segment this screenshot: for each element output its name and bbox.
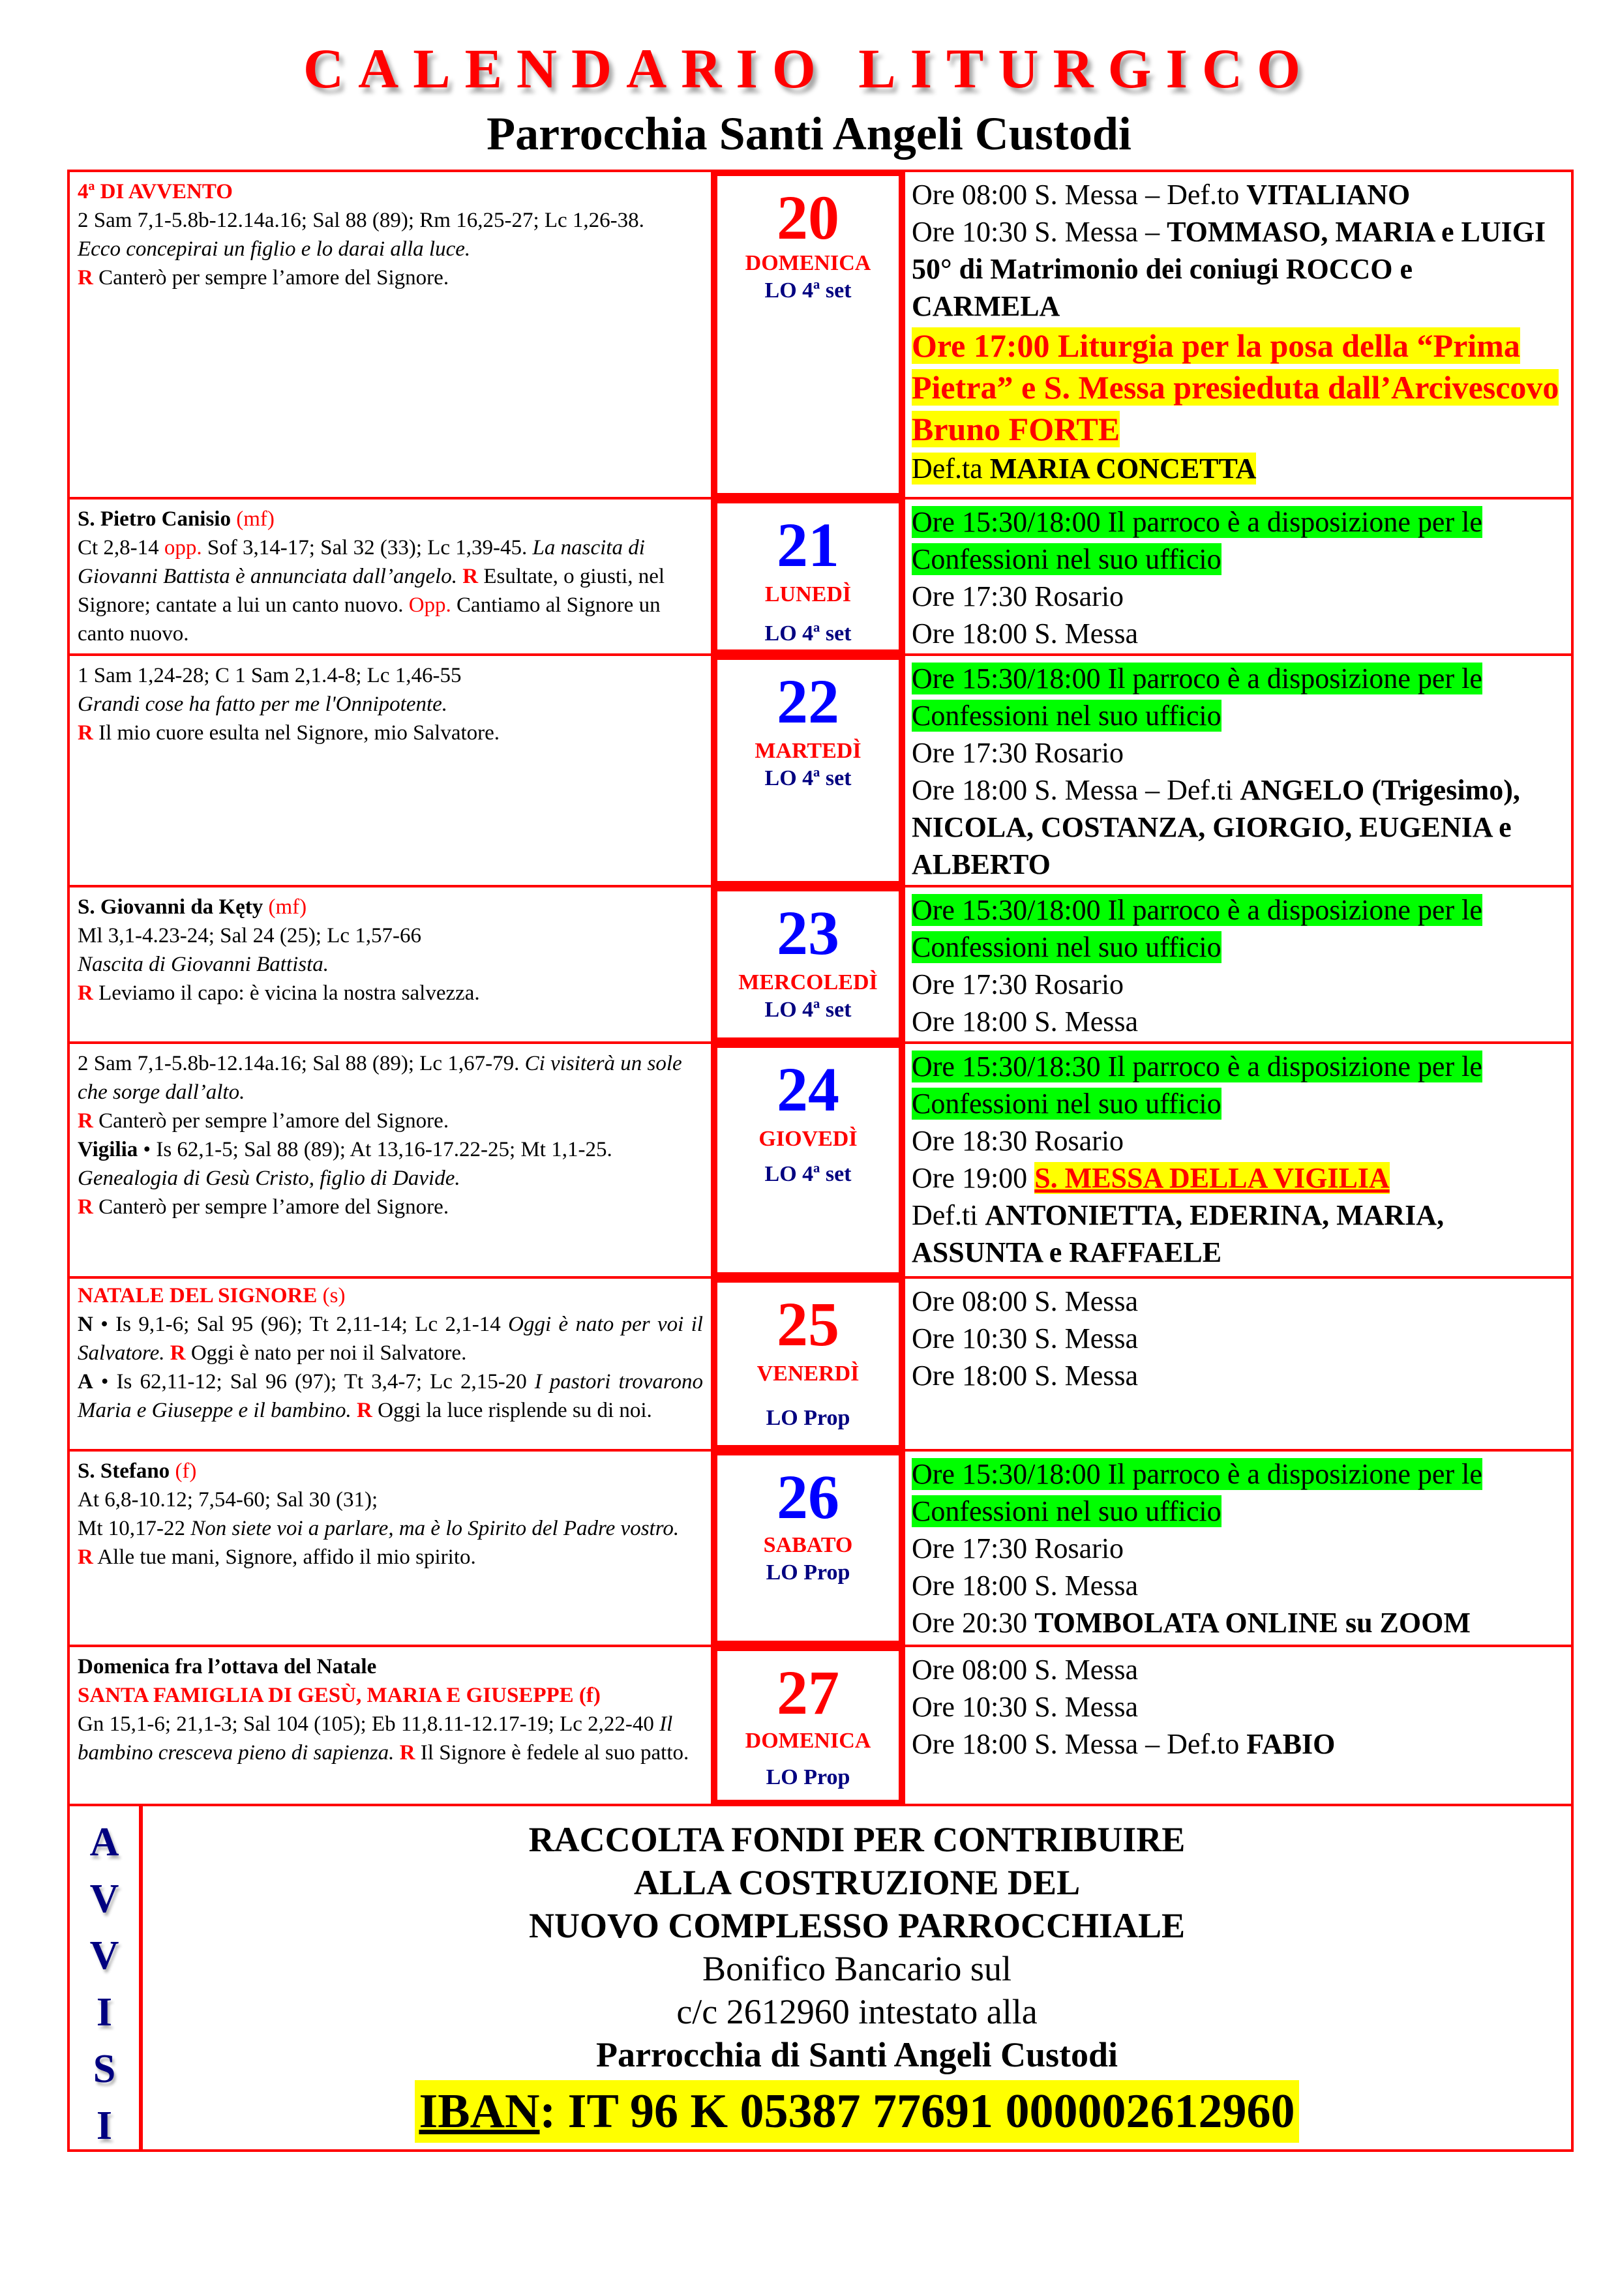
schedule-cell: [905, 1452, 1571, 1645]
confessions-entry: Ore 15:30/18:00 Il parroco è a disposizione per le Confessioni nel suo ufficio: [912, 1458, 1482, 1527]
readings-cell: [70, 1044, 711, 1276]
schedule-entry: Ore 18:30 Rosario: [912, 1125, 1124, 1157]
liturgy-hours-week: LO 4ª set: [764, 621, 852, 646]
weekday: MERCOLEDÌ: [738, 970, 878, 994]
confessions-entry: Ore 15:30/18:00 Il parroco è a disposizione per le Confessioni nel suo ufficio: [912, 663, 1482, 732]
intention-names: ANTONIETTA, EDERINA, MARIA, ASSUNTA e RAFFAELE: [912, 1199, 1445, 1268]
schedule-cell: [905, 499, 1571, 653]
liturgical-calendar-table: [67, 170, 1574, 2152]
label-letter: V: [89, 1877, 119, 1921]
date-cell: [711, 497, 905, 656]
day-row-24: [70, 1044, 1571, 1279]
account-holder: Parrocchia di Santi Angeli Custodi: [595, 2035, 1118, 2074]
alternative-marker: Opp.: [408, 593, 451, 617]
schedule-cell: [905, 887, 1571, 1041]
readings-cell: [70, 656, 711, 885]
iban-label: IBAN: [419, 2085, 540, 2138]
readings-refs: Ct 2,8-14: [78, 536, 164, 559]
readings-refs: • Is 9,1-6; Sal 95 (96); Tt 2,11-14; Lc 2,1-14: [93, 1313, 509, 1336]
readings-cell: [70, 172, 711, 497]
response-text: Canterò per sempre l’amore del Signore.: [93, 1195, 449, 1219]
vigil-mass-highlight: S. MESSA DELLA VIGILIA: [1034, 1162, 1390, 1194]
label-letter: A: [89, 1820, 119, 1864]
response-text: Canterò per sempre l’amore del Signore.: [93, 266, 449, 290]
iban-value: : IT 96 K 05387 77691 000002612960: [539, 2085, 1295, 2138]
sunday-label: Domenica fra l’ottava del Natale: [78, 1655, 377, 1678]
celebration-rank: (s): [317, 1284, 346, 1307]
weekday: VENERDÌ: [757, 1362, 860, 1386]
day-row-26: [70, 1452, 1571, 1647]
day-number: 25: [777, 1289, 839, 1359]
schedule-cell: [905, 656, 1571, 885]
weekday: DOMENICA: [745, 251, 871, 275]
confessions-entry: Ore 15:30/18:00 Il parroco è a disposizione per le Confessioni nel suo ufficio: [912, 894, 1482, 963]
antiphon: I pastori trovarono Maria e Giuseppe e il bambino.: [78, 1370, 703, 1422]
confessions-entry: Ore 15:30/18:00 Il parroco è a disposizione per le Confessioni nel suo ufficio: [912, 506, 1482, 575]
weekday: LUNEDÌ: [764, 582, 852, 606]
readings-refs: Gn 15,1-6; 21,1-3; Sal 104 (105); Eb 11,8.11-12.17-19; Lc 2,22-40: [78, 1712, 660, 1736]
celebration-title: 4ª DI AVVENTO: [78, 180, 233, 203]
celebration-rank: (f): [170, 1459, 197, 1483]
day-row-23: [70, 887, 1571, 1044]
celebration-rank: (mf): [230, 507, 275, 531]
response-marker: R: [78, 266, 93, 290]
antiphon: Il bambino cresceva pieno di sapienza.: [78, 1712, 673, 1765]
schedule-entry: Ore 20:30: [912, 1607, 1035, 1639]
readings-refs: Sof 3,14-17; Sal 32 (33); Lc 1,39-45.: [202, 536, 533, 559]
account-number-text: c/c 2612960 intestato alla: [676, 1992, 1038, 2031]
response-marker: R: [170, 1341, 186, 1365]
response-text: Alle tue mani, Signore, affido il mio spirito.: [93, 1545, 476, 1569]
response-text: Il Signore è fedele al suo patto.: [415, 1741, 689, 1765]
day-number: 26: [777, 1462, 839, 1532]
readings-refs: Ml 3,1-4.23-24; Sal 24 (25); Lc 1,57-66: [78, 924, 422, 947]
night-mass-label: N: [78, 1313, 93, 1336]
readings-refs: At 6,8-10.12; 7,54-60; Sal 30 (31);: [78, 1488, 378, 1512]
readings-refs: • Is 62,11-12; Sal 96 (97); Tt 3,4-7; Lc 2,15-20: [93, 1370, 535, 1394]
date-cell: [711, 1645, 905, 1806]
intention-names: FABIO: [1246, 1728, 1336, 1760]
readings-refs: • Is 62,1-5; Sal 88 (89); At 13,16-17.22-25; Mt 1,1-25.: [138, 1138, 612, 1161]
response-marker: R: [78, 1195, 93, 1219]
schedule-entry: Ore 18:00 S. Messa: [912, 1570, 1139, 1602]
label-letter: I: [96, 2104, 113, 2148]
celebration-title: SANTA FAMIGLIA DI GESÙ, MARIA E GIUSEPPE (f): [78, 1684, 601, 1707]
schedule-entry: Ore 08:00 S. Messa: [912, 1654, 1139, 1686]
response-text: Il mio cuore esulta nel Signore, mio Salvatore.: [93, 721, 500, 745]
liturgy-hours-week: LO Prop: [766, 1406, 850, 1430]
antiphon: Nascita di Giovanni Battista.: [78, 953, 329, 976]
day-number: 21: [777, 510, 839, 580]
announcements-section: [70, 1806, 1571, 2149]
day-number: 22: [777, 666, 839, 736]
date-cell: [711, 1276, 905, 1452]
day-number: 20: [777, 183, 839, 252]
label-letter: S: [93, 2047, 116, 2091]
schedule-entry: Ore 18:00 S. Messa – Def.ti: [912, 774, 1240, 806]
readings-refs: Mt 10,17-22: [78, 1517, 191, 1540]
schedule-cell: [905, 1279, 1571, 1449]
intention-names: MARIA CONCETTA: [989, 453, 1257, 485]
antiphon: Ecco concepirai un figlio e lo darai alla luce.: [78, 237, 471, 261]
antiphon: Genealogia di Gesù Cristo, figlio di Davide.: [78, 1167, 460, 1190]
weekday: GIOVEDÌ: [758, 1127, 858, 1151]
celebration-title: NATALE DEL SIGNORE: [78, 1284, 318, 1307]
intention-names: ANGELO (Trigesimo), NICOLA, COSTANZA, GIORGIO, EUGENIA e ALBERTO: [912, 774, 1520, 880]
readings-refs: 2 Sam 7,1-5.8b-12.14a.16; Sal 88 (89); Lc 1,67-79.: [78, 1052, 525, 1075]
date-cell: [711, 1041, 905, 1279]
date-cell: [711, 170, 905, 499]
announcements-label: [70, 1806, 143, 2149]
weekday: MARTEDÌ: [755, 739, 861, 763]
event-name: TOMBOLATA ONLINE su ZOOM: [1034, 1607, 1471, 1639]
date-cell: [711, 653, 905, 887]
response-marker: R: [78, 1109, 93, 1133]
response-marker: R: [462, 565, 479, 588]
saint-name: S. Stefano: [78, 1459, 170, 1483]
parish-name: Parrocchia Santi Angeli Custodi: [487, 108, 1131, 160]
antiphon: Non siete voi a parlare, ma è lo Spirito del Padre vostro.: [190, 1517, 680, 1540]
response-text: Oggi è nato per noi il Salvatore.: [185, 1341, 467, 1365]
antiphon: Grandi cose ha fatto per me l'Onnipotente.: [78, 693, 448, 716]
antiphon: Ci visiterà un sole che sorge dall’alto.: [78, 1052, 682, 1104]
schedule-entry: Ore 10:30 S. Messa: [912, 1691, 1139, 1723]
confessions-entry: Ore 15:30/18:30 Il parroco è a disposizione per le Confessioni nel suo ufficio: [912, 1051, 1482, 1120]
schedule-entry: Ore 10:30 S. Messa –: [912, 216, 1167, 248]
day-number: 24: [777, 1054, 839, 1124]
page-title: CALENDARIO LITURGICO: [303, 37, 1315, 100]
response-marker: R: [399, 1741, 415, 1765]
liturgy-hours-week: LO 4ª set: [764, 278, 852, 303]
schedule-cell: [905, 172, 1571, 497]
announcement-body: [143, 1806, 1571, 2149]
day-row-22: [70, 656, 1571, 887]
response-text: Cantiamo al Signore un canto nuovo.: [78, 593, 661, 646]
iban-highlight: [415, 2080, 1298, 2143]
alternative-marker: opp.: [164, 536, 202, 559]
response-text: Leviamo il capo: è vicina la nostra salvezza.: [93, 981, 480, 1005]
schedule-entry: Ore 17:30 Rosario: [912, 737, 1124, 769]
day-row-25: [70, 1279, 1571, 1452]
readings-cell: [70, 1279, 711, 1449]
dawn-mass-label: A: [78, 1370, 93, 1394]
antiphon: Oggi è nato per voi il Salvatore.: [78, 1313, 703, 1365]
readings-cell: [70, 1452, 711, 1645]
liturgy-hours-week: LO 4ª set: [764, 766, 852, 790]
liturgy-hours-week: LO Prop: [766, 1765, 850, 1789]
day-row-20: [70, 172, 1571, 499]
day-row-27: [70, 1647, 1571, 1806]
fundraising-heading: RACCOLTA FONDI PER CONTRIBUIRE: [528, 1820, 1186, 1859]
response-marker: R: [78, 721, 93, 745]
antiphon: La nascita di Giovanni Battista è annunciata dall’angelo.: [78, 536, 645, 588]
response-marker: R: [78, 1545, 93, 1569]
schedule-cell: [905, 1647, 1571, 1804]
response-marker: R: [78, 981, 93, 1005]
weekday: SABATO: [763, 1533, 853, 1557]
schedule-entry: Ore 18:00 S. Messa: [912, 1006, 1139, 1037]
celebration-rank: (mf): [263, 895, 307, 919]
day-row-21: [70, 499, 1571, 656]
schedule-entry: Ore 17:30 Rosario: [912, 580, 1124, 612]
response-text: Canterò per sempre l’amore del Signore.: [93, 1109, 449, 1133]
date-cell: [711, 1449, 905, 1647]
label-letter: I: [96, 1990, 113, 2035]
schedule-entry: Ore 18:00 S. Messa: [912, 1360, 1139, 1392]
schedule-entry: Ore 08:00 S. Messa – Def.to: [912, 179, 1247, 211]
readings-cell: [70, 1647, 711, 1804]
day-number: 27: [777, 1658, 839, 1727]
schedule-cell: [905, 1044, 1571, 1276]
response-text: Esultate, o giusti, nel Signore; cantate a lui un canto nuovo.: [78, 565, 665, 617]
schedule-entry: Ore 18:00 S. Messa – Def.to: [912, 1728, 1247, 1760]
vigil-label: Vigilia: [78, 1138, 138, 1161]
liturgy-hours-week: LO 4ª set: [764, 1162, 852, 1186]
label-letter: V: [89, 1933, 119, 1978]
bank-transfer-text: Bonifico Bancario sul: [702, 1949, 1011, 1988]
readings-cell: [70, 887, 711, 1041]
schedule-entry: Ore 17:30 Rosario: [912, 968, 1124, 1000]
schedule-entry: Ore 18:00 S. Messa: [912, 618, 1139, 649]
response-marker: R: [357, 1399, 372, 1422]
day-number: 23: [777, 898, 839, 968]
weekday: DOMENICA: [745, 1729, 871, 1753]
fundraising-heading: ALLA COSTRUZIONE DEL: [633, 1863, 1081, 1902]
readings-cell: [70, 499, 711, 653]
readings-refs: 1 Sam 1,24-28; C 1 Sam 2,1.4-8; Lc 1,46-55: [78, 664, 462, 687]
response-text: Oggi la luce risplende su di noi.: [372, 1399, 652, 1422]
saint-name: S. Pietro Canisio: [78, 507, 231, 531]
saint-name: S. Giovanni da Kęty: [78, 895, 263, 919]
schedule-entry: Ore 08:00 S. Messa: [912, 1285, 1139, 1317]
schedule-entry: Ore 19:00: [912, 1162, 1035, 1194]
schedule-entry: Def.ti: [912, 1199, 985, 1231]
schedule-entry: Ore 10:30 S. Messa: [912, 1322, 1139, 1354]
liturgy-hours-week: LO Prop: [766, 1560, 850, 1585]
highlighted-event: Ore 17:00 Liturgia per la posa della “Prima Pietra” e S. Messa presieduta dall’Arcivescovo Bruno FORTE: [912, 327, 1559, 447]
schedule-entry: Ore 17:30 Rosario: [912, 1532, 1124, 1564]
schedule-entry: Def.ta: [912, 453, 990, 485]
intention-names: TOMMASO, MARIA e LUIGI 50° di Matrimonio dei coniugi ROCCO e CARMELA: [912, 216, 1546, 322]
fundraising-heading: NUOVO COMPLESSO PARROCCHIALE: [529, 1906, 1185, 1945]
readings-refs: 2 Sam 7,1-5.8b-12.14a.16; Sal 88 (89); Rm 16,25-27; Lc 1,26-38.: [78, 209, 644, 232]
liturgy-hours-week: LO 4ª set: [764, 998, 852, 1022]
date-cell: [711, 885, 905, 1044]
intention-names: VITALIANO: [1246, 179, 1411, 211]
